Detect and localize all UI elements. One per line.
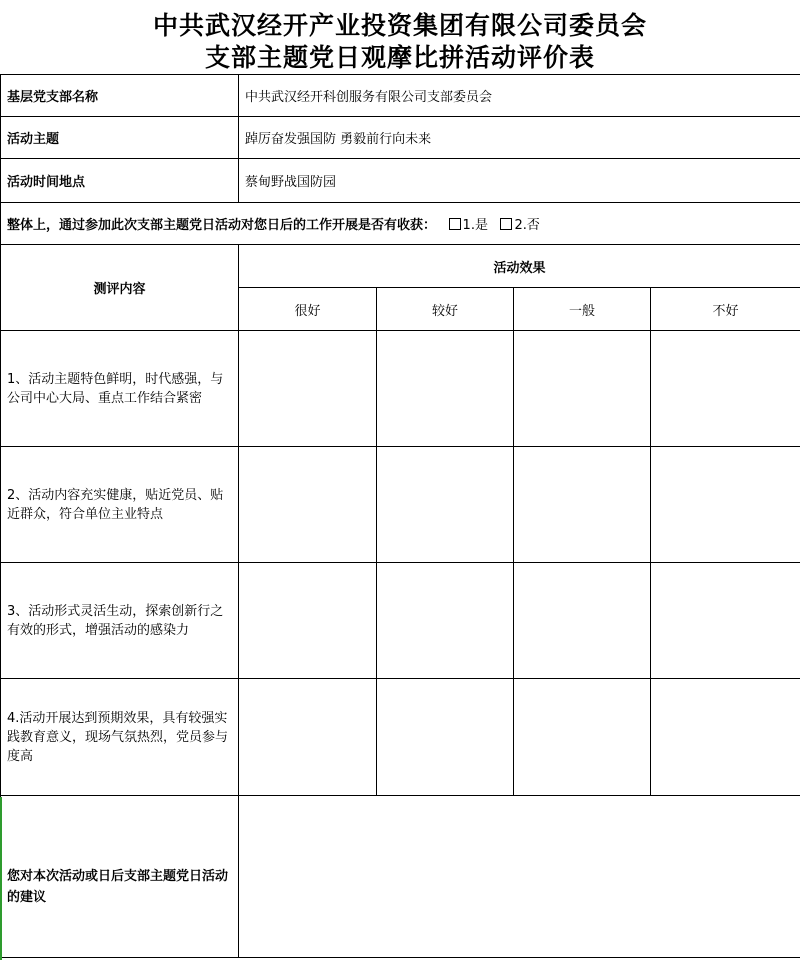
criterion-row-1 xyxy=(1,331,800,447)
time-place-value[interactable]: 蔡甸野战国防园 xyxy=(239,159,800,203)
rating-cell[interactable] xyxy=(514,447,651,563)
info-row-branch xyxy=(1,75,800,117)
rating-cell[interactable] xyxy=(239,447,377,563)
rating-cell[interactable] xyxy=(377,447,514,563)
content-header: 测评内容 xyxy=(1,245,239,331)
rating-cell[interactable] xyxy=(239,563,377,679)
title-line-2: 支部主题党日观摩比拼活动评价表 xyxy=(204,43,595,72)
rating-cell[interactable] xyxy=(514,563,651,679)
rating-cell[interactable] xyxy=(651,679,800,796)
level-good: 较好 xyxy=(377,288,514,331)
criterion-2: 2、活动内容充实健康，贴近党员、贴近群众，符合单位主业特点 xyxy=(1,447,239,563)
info-row-time-place xyxy=(1,159,800,203)
rating-cell[interactable] xyxy=(239,679,377,796)
suggestion-label: 您对本次活动或日后支部主题党日活动的建议 xyxy=(1,796,239,958)
option-no-label: 2.否 xyxy=(514,218,540,233)
rating-cell[interactable] xyxy=(651,563,800,679)
criterion-row-3 xyxy=(1,563,800,679)
branch-name-label: 基层党支部名称 xyxy=(1,75,239,117)
suggestion-row xyxy=(1,796,800,958)
info-row-theme xyxy=(1,117,800,159)
eval-header-row xyxy=(1,245,800,288)
level-poor: 不好 xyxy=(651,288,800,331)
rating-cell[interactable] xyxy=(651,447,800,563)
level-average: 一般 xyxy=(514,288,651,331)
time-place-label: 活动时间地点 xyxy=(1,159,239,203)
criterion-row-2 xyxy=(1,447,800,563)
suggestion-input-area[interactable] xyxy=(239,796,800,958)
rating-cell[interactable] xyxy=(651,331,800,447)
option-yes-label: 1.是 xyxy=(462,218,488,233)
overall-question: 整体上，通过参加此次支部主题党日活动对您日后的工作开展是否有收获： xyxy=(7,218,437,233)
theme-value[interactable]: 踔厉奋发强国防 勇毅前行向未来 xyxy=(239,117,800,159)
overall-row xyxy=(1,203,800,245)
rating-cell[interactable] xyxy=(377,563,514,679)
rating-cell[interactable] xyxy=(377,679,514,796)
criterion-1: 1、活动主题特色鲜明，时代感强，与公司中心大局、重点工作结合紧密 xyxy=(1,331,239,447)
option-yes-checkbox[interactable] xyxy=(449,218,461,230)
overall-question-cell xyxy=(1,203,800,245)
rating-cell[interactable] xyxy=(514,679,651,796)
branch-name-value[interactable]: 中共武汉经开科创服务有限公司支部委员会 xyxy=(239,75,800,117)
criterion-3: 3、活动形式灵活生动，探索创新行之有效的形式，增强活动的感染力 xyxy=(1,563,239,679)
selection-edge-marker xyxy=(0,797,2,960)
title-line-1: 中共武汉经开产业投资集团有限公司委员会 xyxy=(152,11,647,40)
criterion-row-4 xyxy=(1,679,800,796)
rating-cell[interactable] xyxy=(377,331,514,447)
rating-cell[interactable] xyxy=(514,331,651,447)
theme-label: 活动主题 xyxy=(1,117,239,159)
criterion-4: 4.活动开展达到预期效果，具有较强实践教育意义，现场气氛热烈，党员参与度高 xyxy=(1,679,239,796)
option-no-checkbox[interactable] xyxy=(500,218,512,230)
effect-header: 活动效果 xyxy=(239,245,800,288)
level-very-good: 很好 xyxy=(239,288,377,331)
evaluation-table xyxy=(0,74,800,958)
rating-cell[interactable] xyxy=(239,331,377,447)
